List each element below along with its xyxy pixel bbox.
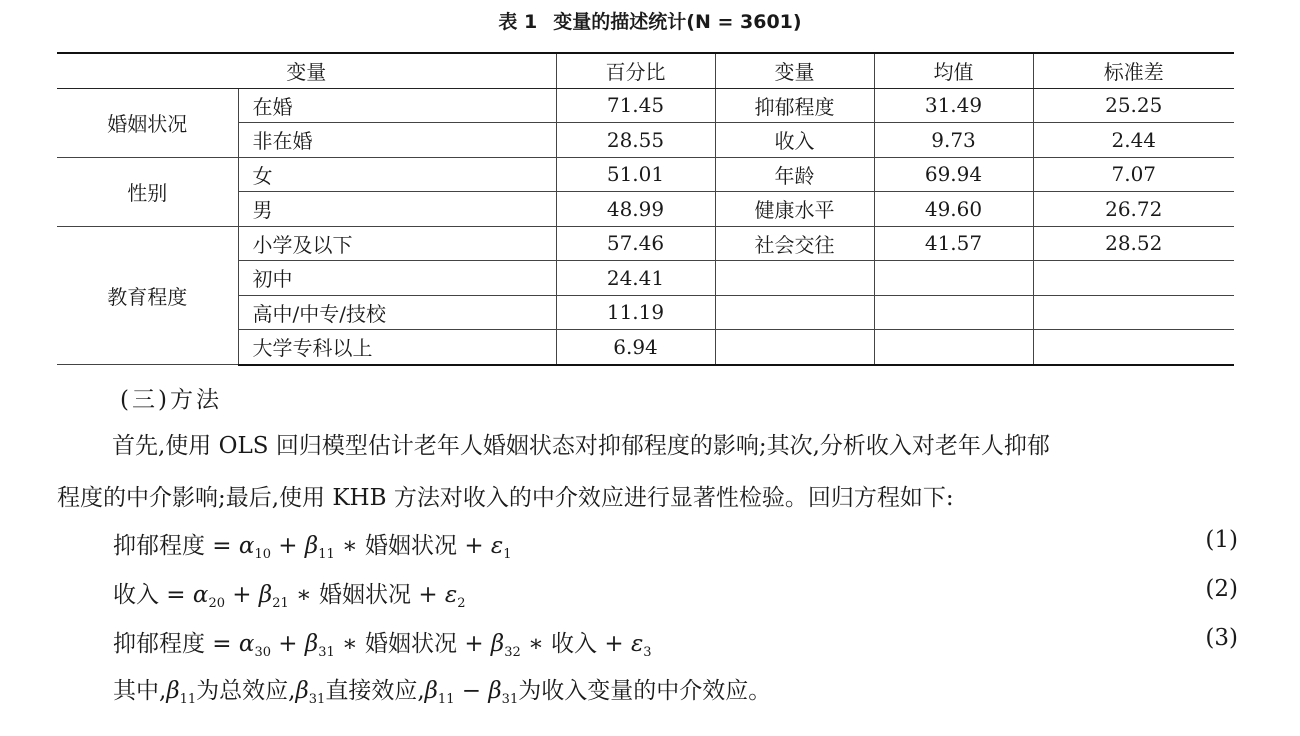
sd-cell: 7.07 [1033, 157, 1234, 192]
continuous-var-cell: 社会交往 [715, 226, 874, 261]
continuous-var-cell: 健康水平 [715, 192, 874, 227]
paragraph-text-2: 程度的中介影响;最后,使用 KHB 方法对收入的中介效应进行显著性检验。回归方程如下: [57, 485, 954, 511]
sd-cell: 28.52 [1033, 226, 1234, 261]
mean-cell: 49.60 [874, 192, 1033, 227]
percent-cell: 51.01 [556, 157, 715, 192]
mean-cell: 9.73 [874, 123, 1033, 158]
header-variable: 变量 [57, 53, 556, 88]
equation-number: (1) [1205, 527, 1238, 553]
group-name: 教育程度 [57, 226, 238, 365]
closing-sub: 31 [501, 692, 519, 707]
percent-cell: 71.45 [556, 88, 715, 123]
header-variable-2: 变量 [715, 53, 874, 88]
eq-sub: 11 [318, 547, 335, 562]
eq-sub: 30 [254, 645, 271, 660]
mean-cell: 31.49 [874, 88, 1033, 123]
eq-marital: 婚姻状况 [365, 533, 458, 559]
eq-lhs: 抑郁程度 [113, 533, 205, 559]
paragraph-text-1: 首先,使用 OLS 回归模型估计老年人婚姻状态对抑郁程度的影响;其次,分析收入对老年人抑郁 [112, 433, 1050, 459]
eq-sub: 3 [643, 645, 652, 660]
mean-cell: 41.57 [874, 226, 1033, 261]
table-title: 变量的描述统计(N = 3601) [553, 11, 802, 33]
sd-cell: 25.25 [1033, 88, 1234, 123]
category-cell: 非在婚 [238, 123, 556, 158]
eq-marital: 婚姻状况 [365, 631, 458, 657]
equation-number: (3) [1205, 625, 1238, 651]
equation-1: 抑郁程度 = $\alpha_{10} + \beta_{11}$ ∗ 婚姻状况 + $\varepsilon_1$ (1) [113, 527, 1238, 562]
header-mean: 均值 [874, 53, 1033, 88]
category-cell: 男 [238, 192, 556, 227]
eq-income: 收入 [551, 631, 598, 657]
closing-sentence: 其中$,\beta_{11}$为总效应$,\beta_{31}$直接效应$,\beta_{11} - \beta_{31}$为收入变量的中介效应。 [113, 678, 772, 707]
eq-sub: 31 [318, 645, 335, 660]
category-cell: 初中 [238, 261, 556, 296]
eq-sub: 2 [457, 596, 466, 611]
eq-sub: 20 [208, 596, 225, 611]
header-percent: 百分比 [556, 53, 715, 88]
table-caption [0, 7, 1300, 34]
closing-sub: 11 [437, 692, 455, 707]
equation-2: 收入 = $\alpha_{20} + \beta_{21}$ ∗ 婚姻状况 + $\varepsilon_2$ (2) [113, 576, 1238, 611]
empty-cell [715, 295, 874, 330]
empty-cell [874, 261, 1033, 296]
group-name: 婚姻状况 [57, 88, 238, 157]
closing-text: 为总效应, [196, 678, 296, 704]
equation-number: (2) [1205, 576, 1238, 602]
closing-sub: 31 [308, 692, 326, 707]
continuous-var-cell: 抑郁程度 [715, 88, 874, 123]
equation-3: 抑郁程度 = $\alpha_{30} + \beta_{31}$ ∗ 婚姻状况 + $\beta_{32}$ ∗ 收入 + $\varepsilon_3$ (3) [113, 625, 1238, 660]
eq-sub: 32 [504, 645, 521, 660]
percent-cell: 28.55 [556, 123, 715, 158]
paragraph-line-2 [57, 472, 1237, 524]
table-row [57, 226, 1234, 261]
empty-cell [1033, 261, 1234, 296]
empty-cell [874, 295, 1033, 330]
group-name: 性别 [57, 157, 238, 226]
empty-cell [1033, 330, 1234, 365]
eq-marital: 婚姻状况 [319, 582, 412, 608]
category-cell: 高中/中专/技校 [238, 295, 556, 330]
descriptive-stats-table [57, 52, 1234, 366]
percent-cell: 48.99 [556, 192, 715, 227]
mean-cell: 69.94 [874, 157, 1033, 192]
category-cell: 小学及以下 [238, 226, 556, 261]
percent-cell: 24.41 [556, 261, 715, 296]
eq-sub: 1 [503, 547, 512, 562]
table-header-row [57, 53, 1234, 88]
closing-prefix: 其中, [113, 678, 167, 704]
closing-sub: 11 [179, 692, 197, 707]
percent-cell: 11.19 [556, 295, 715, 330]
table-label: 表 1 [498, 11, 538, 33]
eq-sub: 21 [272, 596, 289, 611]
closing-text: 为收入变量的中介效应。 [518, 678, 772, 704]
empty-cell [874, 330, 1033, 365]
empty-cell [715, 330, 874, 365]
sd-cell: 2.44 [1033, 123, 1234, 158]
sd-cell: 26.72 [1033, 192, 1234, 227]
category-cell: 女 [238, 157, 556, 192]
method-paragraph [57, 420, 1237, 524]
continuous-var-cell: 收入 [715, 123, 874, 158]
category-cell: 在婚 [238, 88, 556, 123]
eq-lhs: 抑郁程度 [113, 631, 205, 657]
percent-cell: 57.46 [556, 226, 715, 261]
closing-text: 直接效应, [325, 678, 425, 704]
empty-cell [715, 261, 874, 296]
empty-cell [1033, 295, 1234, 330]
header-sd: 标准差 [1033, 53, 1234, 88]
table-row [57, 88, 1234, 123]
category-cell: 大学专科以上 [238, 330, 556, 365]
continuous-var-cell: 年龄 [715, 157, 874, 192]
paragraph-line-1 [57, 420, 1237, 472]
section-heading: (三)方法 [120, 387, 222, 413]
percent-cell: 6.94 [556, 330, 715, 365]
closing-minus: − [454, 678, 489, 704]
table-row [57, 157, 1234, 192]
eq-sub: 10 [254, 547, 271, 562]
eq-lhs: 收入 [113, 582, 159, 608]
